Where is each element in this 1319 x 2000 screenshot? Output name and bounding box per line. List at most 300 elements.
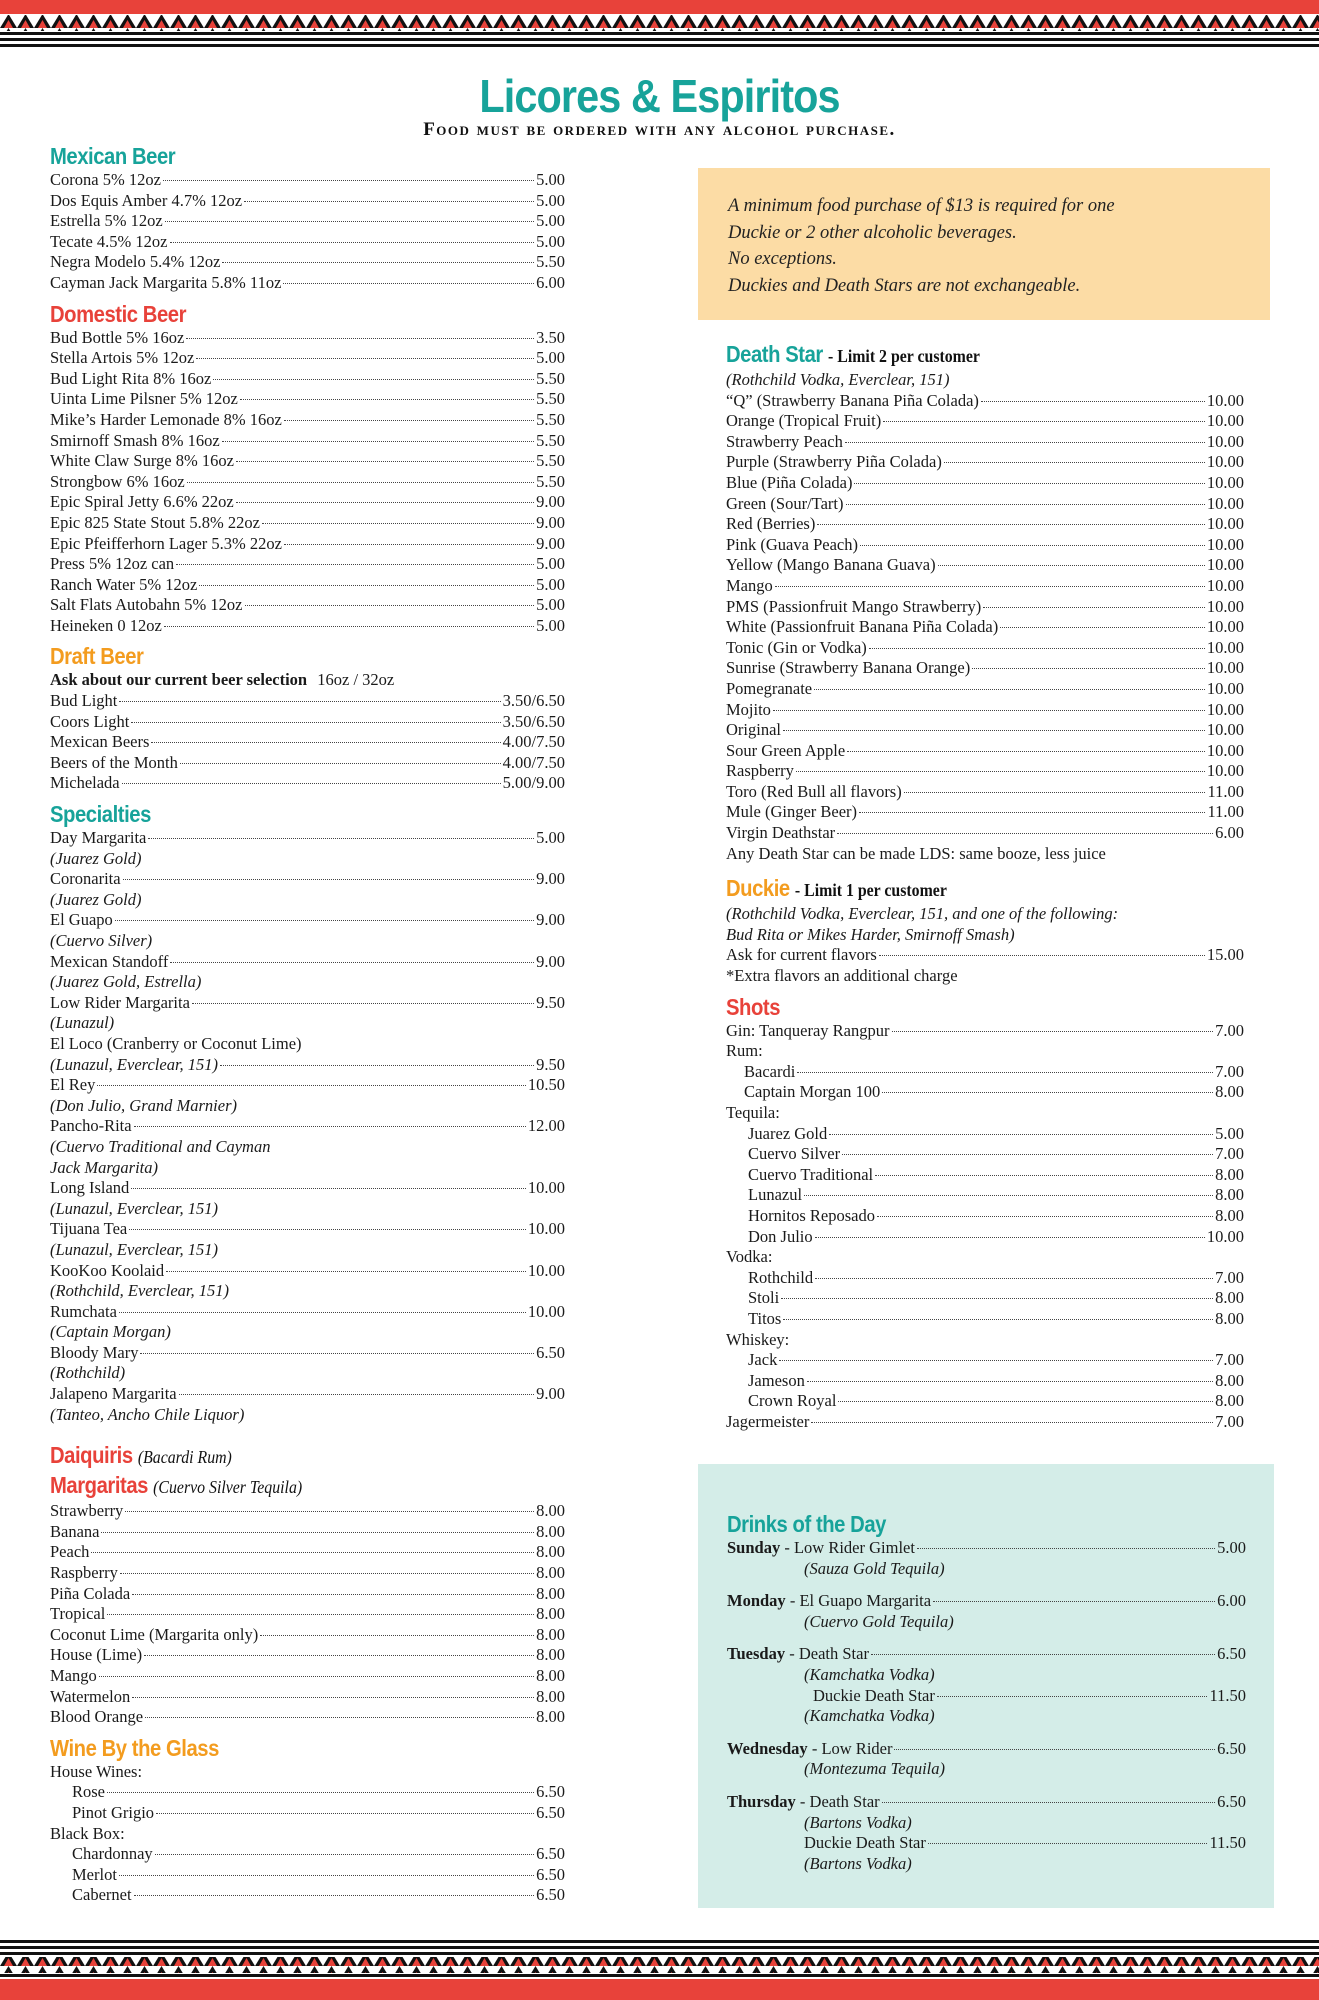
menu-item <box>50 232 565 253</box>
subgroup-label: Black Box: <box>50 1823 125 1843</box>
menu-item-price: 10.00 <box>1206 678 1244 698</box>
menu-item-name: Lunazul <box>748 1185 803 1205</box>
menu-item <box>50 869 565 890</box>
menu-item <box>726 638 1244 659</box>
menu-item-name: Tecate 4.5% 12oz <box>50 231 168 251</box>
menu-item-name: Tonic (Gin or Vodka) <box>726 637 867 657</box>
menu-item <box>50 1219 565 1240</box>
day-price: 11.50 <box>1209 1833 1246 1853</box>
section-heading: Death Star <box>726 341 823 367</box>
menu-item-name: Mexican Beers <box>50 732 150 752</box>
menu-item-name: Cuervo Traditional <box>748 1164 874 1184</box>
menu-item-price: 8.00 <box>536 1542 565 1562</box>
menu-list <box>50 170 565 294</box>
menu-item-price: 5.00 <box>536 231 565 251</box>
menu-item-name: Pinot Grigio <box>72 1802 155 1822</box>
menu-list <box>50 1782 565 1823</box>
menu-item <box>50 595 565 616</box>
day-thursday: Thursday - Death Star 6.50 (Bartons Vodka) Duckie Death Star 11.50 (Bartons Vodka) <box>727 1791 1246 1873</box>
menu-item <box>50 1075 565 1096</box>
drinks-of-the-day-box <box>698 1464 1274 1908</box>
menu-item-price: 10.00 <box>1206 637 1244 657</box>
menu-item-name: Crown Royal <box>748 1391 837 1411</box>
menu-item <box>50 451 565 472</box>
page-title: Licores & Espiritos <box>479 70 840 122</box>
menu-item-name: Sour Green Apple <box>726 740 846 760</box>
menu-item <box>50 575 565 596</box>
section-heading: Shots <box>726 993 781 1020</box>
menu-item <box>50 1261 565 1282</box>
menu-item <box>50 492 565 513</box>
menu-item-name: Day Margarita <box>50 828 147 848</box>
day-note: (Bartons Vodka) <box>804 1853 912 1873</box>
menu-item <box>50 1302 565 1323</box>
menu-item <box>726 782 1244 803</box>
notice-line: A minimum food purchase of $13 is required for one <box>728 196 1115 216</box>
menu-item-name: Bloody Mary <box>50 1342 139 1362</box>
section-heading: Draft Beer <box>50 643 144 670</box>
section-heading: Daiquiris <box>50 1442 133 1469</box>
menu-item-name: Chardonnay <box>72 1844 153 1864</box>
menu-item-name: Green (Sour/Tart) <box>726 493 844 513</box>
menu-item <box>50 328 565 349</box>
menu-item <box>726 720 1244 741</box>
menu-item-name: Dos Equis Amber 4.7% 12oz <box>50 190 243 210</box>
menu-item-price: 9.00 <box>536 512 565 532</box>
menu-item-price: 10.00 <box>1206 493 1244 513</box>
menu-item-price: 10.00 <box>1206 596 1244 616</box>
menu-item-name: Strongbow 6% 16oz <box>50 471 185 491</box>
section-limit: Limit 1 per customer <box>804 880 947 901</box>
menu-item-name: Virgin Deathstar <box>726 823 836 843</box>
menu-item-note: (Cuervo Traditional and Cayman <box>50 1136 271 1156</box>
menu-item <box>50 1116 565 1137</box>
menu-item-note: (Rothchild) <box>50 1363 126 1383</box>
menu-item-price: 5.50 <box>536 471 565 491</box>
menu-item-price: 10.00 <box>1206 740 1244 760</box>
menu-item <box>50 1542 565 1563</box>
menu-item-price: 6.50 <box>536 1844 565 1864</box>
menu-item <box>50 389 565 410</box>
menu-item-note: (Lunazul, Everclear, 151) <box>50 1054 219 1074</box>
menu-item-name: Rothchild <box>748 1267 814 1287</box>
menu-item-price: 3.50/6.50 <box>502 711 565 731</box>
menu-item <box>50 1563 565 1584</box>
menu-item-name: Jameson <box>748 1370 805 1390</box>
menu-item-name: Red (Berries) <box>726 514 816 534</box>
menu-item-price: 8.00 <box>1215 1185 1244 1205</box>
menu-item-price: 5.00 <box>536 574 565 594</box>
menu-item-price: 5.50 <box>536 252 565 272</box>
day-note: (Cuervo Gold Tequila) <box>804 1611 954 1631</box>
menu-item-price: 6.50 <box>536 1782 565 1802</box>
menu-item-name: Low Rider Margarita <box>50 992 190 1012</box>
menu-item-price: 8.00 <box>536 1686 565 1706</box>
menu-item <box>50 1645 565 1666</box>
menu-item-price: 6.00 <box>1215 823 1244 843</box>
daiquiris-margaritas-section <box>50 1441 565 1728</box>
notice-line: Duckie or 2 other alcoholic beverages. <box>728 222 1017 243</box>
menu-item <box>748 1350 1244 1371</box>
menu-item-price: 7.00 <box>1215 1267 1244 1287</box>
day-drink: Death Star <box>798 1644 869 1664</box>
menu-item-name: “Q” (Strawberry Banana Piña Colada) <box>726 390 979 410</box>
menu-item <box>72 1782 565 1803</box>
menu-item <box>50 211 565 232</box>
menu-item-note: (Lunazul) <box>50 1013 115 1033</box>
menu-item-price: 5.00 <box>536 170 565 189</box>
menu-item-name: White (Passionfruit Banana Piña Colada) <box>726 617 999 637</box>
menu-item <box>726 452 1244 473</box>
menu-item <box>726 679 1244 700</box>
menu-item-name: Bacardi <box>744 1061 796 1081</box>
menu-item-name: KooKoo Koolaid <box>50 1260 165 1280</box>
menu-item-price: 8.00 <box>536 1563 565 1583</box>
menu-list <box>726 1268 1244 1330</box>
menu-item-note: (Rothchild, Everclear, 151) <box>50 1281 230 1301</box>
menu-item <box>72 1844 565 1865</box>
menu-item-price: 10.00 <box>1206 514 1244 534</box>
menu-item-price: 9.50 <box>536 1054 565 1074</box>
menu-item-name: Bud Light Rita 8% 16oz <box>50 368 212 388</box>
menu-item-name: Original <box>726 720 781 740</box>
menu-item <box>50 534 565 555</box>
menu-item-price: 10.00 <box>527 1260 565 1280</box>
menu-item-name: Stoli <box>748 1288 780 1308</box>
menu-item-name: Jalapeno Margarita <box>50 1384 177 1404</box>
day-tuesday: Tuesday - Death Star 6.50 (Kamchatka Vodka) Duckie Death Star 11.50 (Kamchatka Vodka) <box>727 1644 1246 1726</box>
menu-item-price: 15.00 <box>1206 945 1244 965</box>
menu-item-name: Ranch Water 5% 12oz <box>50 574 198 594</box>
menu-item-price: 10.00 <box>1206 555 1244 575</box>
menu-item <box>50 773 565 794</box>
menu-item-price: 8.00 <box>536 1645 565 1665</box>
menu-item-name: House (Lime) <box>50 1645 143 1665</box>
duckie-section: Duckie - Limit 1 per customer (Rothchild Vodka, Everclear, 151, and one of the following: Bud Rita or Mikes Harder, Smirnoff Smash) Ask for current flavors 15.00 *Extra flavors an additional charge <box>726 875 1244 986</box>
menu-list <box>726 391 1244 844</box>
menu-item <box>744 1062 1244 1083</box>
menu-item-price: 7.00 <box>1215 1411 1244 1431</box>
menu-item <box>72 1865 565 1886</box>
menu-item-price: 3.50 <box>536 327 565 347</box>
day-drink: Death Star <box>809 1791 880 1811</box>
section-limit: Limit 2 per customer <box>837 346 980 366</box>
day-wednesday: Wednesday - Low Rider 6.50 (Montezuma Tequila) <box>727 1738 1246 1779</box>
menu-item-name: Titos <box>748 1308 782 1328</box>
menu-item-price: 5.00 <box>536 190 565 210</box>
menu-item-price: 7.00 <box>1215 1144 1244 1164</box>
menu-list <box>50 1501 565 1728</box>
menu-item-name: Long Island <box>50 1178 130 1198</box>
menu-item-price: 6.50 <box>536 1885 565 1905</box>
menu-item-name: Purple (Strawberry Piña Colada) <box>726 452 942 472</box>
menu-item <box>748 1124 1244 1145</box>
menu-item-price: 10.00 <box>1206 452 1244 472</box>
day-sunday: Sunday - Low Rider Gimlet 5.00 (Sauza Gold Tequila) <box>727 1538 1246 1578</box>
menu-item-price: 8.00 <box>536 1666 565 1685</box>
section-note: (Rothchild Vodka, Everclear, 151) <box>726 370 950 389</box>
menu-item-name: Tijuana Tea <box>50 1219 128 1239</box>
menu-item-price: 5.00 <box>536 211 565 231</box>
menu-item-price: 10.00 <box>1206 699 1244 719</box>
menu-item <box>726 555 1244 576</box>
menu-item <box>50 1687 565 1708</box>
menu-item <box>748 1371 1244 1392</box>
menu-item-name: Cuervo Silver <box>748 1144 841 1164</box>
menu-item-price: 8.00 <box>1215 1370 1244 1390</box>
menu-item <box>50 554 565 575</box>
menu-item-note: (Cuervo Silver) <box>50 931 153 950</box>
notice-line: No exceptions. <box>728 249 837 269</box>
section-heading: Drinks of the Day <box>727 1511 886 1537</box>
draft-intro: Ask about our current beer selection <box>50 670 308 690</box>
menu-item-price: 10.50 <box>527 1075 565 1095</box>
menu-item-name: Captain Morgan 100 <box>744 1082 881 1102</box>
menu-item <box>50 170 565 191</box>
day-label: Wednesday <box>727 1738 808 1758</box>
menu-item <box>50 828 565 849</box>
menu-item-price: 8.00 <box>536 1583 565 1603</box>
menu-item-name: Blood Orange <box>50 1707 144 1727</box>
menu-item-name: Michelada <box>50 773 120 793</box>
draft-beer-section <box>50 642 565 794</box>
section-note: (Cuervo Silver Tequila) <box>153 1477 303 1498</box>
menu-item-price: 9.00 <box>536 869 565 889</box>
section-heading: Duckie <box>726 875 790 902</box>
menu-item-name: Negra Modelo 5.4% 12oz <box>50 252 221 272</box>
menu-item-price: 5.00 <box>536 348 565 368</box>
menu-item-price: 5.00 <box>1215 1123 1244 1143</box>
menu-item-price: 11.00 <box>1207 781 1244 801</box>
section-heading: Specialties <box>50 801 151 828</box>
day-note: (Kamchatka Vodka) <box>804 1664 935 1684</box>
menu-item <box>50 369 565 390</box>
menu-item <box>726 432 1244 453</box>
menu-item-price: 10.00 <box>1206 617 1244 637</box>
menu-item <box>726 802 1244 823</box>
menu-item-name: Press 5% 12oz can <box>50 554 175 574</box>
menu-item-price: 10.00 <box>1206 411 1244 431</box>
menu-item <box>726 411 1244 432</box>
menu-item-price: 11.00 <box>1207 802 1244 822</box>
day-label: Thursday <box>727 1791 796 1811</box>
day-note: (Kamchatka Vodka) <box>804 1706 935 1726</box>
subgroup-label: Tequila: <box>726 1103 780 1122</box>
menu-item-price: 10.00 <box>1206 658 1244 678</box>
menu-item <box>726 700 1244 721</box>
subgroup-label: Rum: <box>726 1041 763 1061</box>
menu-item-price: 10.00 <box>1206 431 1244 451</box>
menu-item <box>50 1707 565 1728</box>
menu-item <box>50 616 565 637</box>
menu-item <box>50 472 565 493</box>
day-note: (Bartons Vodka) <box>804 1812 912 1832</box>
menu-item-note: (Tanteo, Ancho Chile Liquor) <box>50 1404 245 1424</box>
left-column <box>50 142 565 1906</box>
menu-item-name: Yellow (Mango Banana Guava) <box>726 555 936 575</box>
menu-item <box>726 823 1244 844</box>
menu-item-name: Strawberry <box>50 1501 124 1521</box>
section-heading: Mexican Beer <box>50 143 176 169</box>
menu-item-name: Smirnoff Smash 8% 16oz <box>50 430 220 450</box>
menu-item-price: 8.00 <box>536 1707 565 1727</box>
menu-item-price: 8.00 <box>536 1521 565 1541</box>
menu-item-price: 8.00 <box>1215 1164 1244 1184</box>
menu-item-name: Merlot <box>72 1864 117 1884</box>
menu-item-name: Watermelon <box>50 1686 131 1706</box>
menu-item-price: 5.00 <box>536 595 565 615</box>
menu-item-name: Piña Colada <box>50 1583 131 1603</box>
menu-item-price: 5.50 <box>536 409 565 429</box>
menu-list <box>726 1350 1244 1412</box>
menu-item-name: Epic Spiral Jetty 6.6% 22oz <box>50 492 234 512</box>
day-monday: Monday - El Guapo Margarita 6.00 (Cuervo Gold Tequila) <box>727 1591 1246 1631</box>
menu-item <box>726 576 1244 597</box>
menu-list <box>726 1062 1244 1103</box>
menu-item-price: 4.00/7.50 <box>502 732 565 752</box>
day-label: Sunday <box>727 1538 781 1557</box>
draft-sizes: 16oz / 32oz <box>317 670 395 690</box>
menu-item-name: Blue (Piña Colada) <box>726 472 853 492</box>
menu-item <box>748 1268 1244 1289</box>
menu-item <box>726 1412 1244 1433</box>
menu-item-price: 10.00 <box>1206 575 1244 595</box>
menu-item-name: Strawberry Peach <box>726 431 843 451</box>
section-note: (Bacardi Rum) <box>137 1447 232 1468</box>
menu-item-price: 10.00 <box>1206 761 1244 781</box>
menu-item-note: (Juarez Gold) <box>50 889 142 909</box>
menu-item-price: 7.00 <box>1215 1350 1244 1370</box>
menu-item-note: (Don Julio, Grand Marnier) <box>50 1095 237 1115</box>
menu-item <box>50 910 565 931</box>
menu-item-price: 5.00 <box>536 554 565 574</box>
death-star-section: Death Star - Limit 2 per customer (Rothchild Vodka, Everclear, 151) “Q” (Strawberry Banana Piña Colada) 10.00 Orange (Tropical Fruit) 10.00 Strawberry Peach 10.00 Purple (Strawberry Piña Colada) 10.00 Blue (Piña Colada) 10.00 Green (Sour/Tart) 10.00 Red (Berries) 10.00 Pink (Guava Peach) 10.00 Yellow (Mango Banana Guava) 10.00 Mango 10.00 PMS (Passionfruit Mango Strawberry) 10.00 White (Passionfruit Banana Piña Colada) 10.00 Tonic (Gin or Vodka) 10.00 Sunrise (Strawberry Banana Orange) 10.00 Pomegranate 10.00 Mojito 10.00 Original 10.00 Sour Green Apple 10.00 Raspberry 10.00 Toro (Red Bull all flavors) 11.00 Mule (Ginger Beer) 11.00 Virgin Deathstar 6.00 Any Death Star can be made LDS: same booze, less juice <box>726 341 1244 863</box>
menu-item-price: 7.00 <box>1215 1020 1244 1040</box>
menu-item <box>748 1165 1244 1186</box>
notice-line: Duckies and Death Stars are not exchangeable. <box>728 275 1081 296</box>
menu-item <box>50 513 565 534</box>
menu-item <box>50 993 565 1014</box>
menu-item-price: 10.00 <box>1206 472 1244 492</box>
day-label: Tuesday <box>727 1644 786 1664</box>
menu-item <box>748 1309 1244 1330</box>
menu-item <box>50 1384 565 1405</box>
menu-item-name: El Rey <box>50 1075 96 1095</box>
subgroup-label: House Wines: <box>50 1761 143 1781</box>
menu-item-price: 9.00 <box>536 492 565 512</box>
menu-item <box>50 1625 565 1646</box>
menu-list <box>726 1124 1244 1248</box>
menu-item-note: (Lunazul, Everclear, 151) <box>50 1239 219 1259</box>
menu-item-name: Heineken 0 12oz <box>50 615 162 635</box>
menu-item-name: Mexican Standoff <box>50 951 169 971</box>
menu-item-price: 9.00 <box>536 951 565 971</box>
menu-item <box>748 1206 1244 1227</box>
menu-item-name: Jagermeister <box>726 1411 810 1431</box>
day-price: 5.00 <box>1217 1538 1246 1557</box>
menu-item-name: Coconut Lime (Margarita only) <box>50 1624 259 1644</box>
menu-item-name: Bud Light <box>50 691 118 711</box>
menu-item-note: (Juarez Gold) <box>50 848 142 868</box>
menu-item-price: 10.00 <box>527 1178 565 1198</box>
menu-list <box>50 328 565 637</box>
menu-item-price: 8.00 <box>1215 1308 1244 1328</box>
menu-item <box>50 1501 565 1522</box>
menu-item-price: 10.00 <box>527 1219 565 1239</box>
menu-item-price: 9.00 <box>536 533 565 553</box>
section-note: Bud Rita or Mikes Harder, Smirnoff Smash) <box>726 924 1015 944</box>
day-drink: Duckie Death Star <box>813 1685 935 1705</box>
subgroup-label: Whiskey: <box>726 1329 790 1349</box>
menu-item-name: Stella Artois 5% 12oz <box>50 348 195 368</box>
menu-item-price: 9.00 <box>536 1384 565 1404</box>
menu-item-name: Banana <box>50 1521 100 1541</box>
menu-item-name: Juarez Gold <box>748 1123 828 1143</box>
menu-item-name: Epic Pfeifferhorn Lager 5.3% 22oz <box>50 533 282 553</box>
menu-item-name: Rumchata <box>50 1301 117 1321</box>
day-price: 6.00 <box>1217 1591 1246 1611</box>
menu-item <box>726 945 1244 966</box>
menu-item <box>50 753 565 774</box>
menu-item-price: 6.00 <box>536 272 565 292</box>
subgroup-label: Vodka: <box>726 1247 773 1267</box>
menu-item <box>726 597 1244 618</box>
menu-item-price: 8.00 <box>1215 1205 1244 1225</box>
menu-item-name: Corona 5% 12oz <box>50 170 161 189</box>
menu-list <box>50 691 565 794</box>
mexican-beer-section <box>50 142 565 294</box>
menu-item <box>50 1178 565 1199</box>
menu-item-name: Epic 825 State Stout 5.8% 22oz <box>50 512 260 532</box>
section-heading: Wine By the Glass <box>50 1734 219 1761</box>
menu-item-note: Jack Margarita) <box>50 1157 158 1177</box>
menu-item-name: Rose <box>72 1782 105 1802</box>
menu-item-name: Mango <box>50 1666 97 1685</box>
menu-item <box>50 273 565 294</box>
menu-item <box>50 191 565 212</box>
menu-item <box>50 691 565 712</box>
day-drink: Low Rider <box>821 1738 893 1758</box>
menu-item-price: 8.00 <box>1215 1391 1244 1411</box>
menu-item-price: 10.00 <box>1206 720 1244 740</box>
menu-item-name: Coronarita <box>50 869 121 889</box>
menu-item-name: Tropical <box>50 1604 106 1624</box>
menu-item-name: White Claw Surge 8% 16oz <box>50 451 234 471</box>
menu-item <box>726 494 1244 515</box>
menu-item <box>726 535 1244 556</box>
menu-item-name: Toro (Red Bull all flavors) <box>726 781 902 801</box>
day-note: (Sauza Gold Tequila) <box>804 1558 945 1578</box>
menu-item-name: El Guapo <box>50 910 113 930</box>
page-subtitle: Food must be ordered with any alcohol purchase. <box>423 119 896 140</box>
bottom-border-pattern <box>0 1938 1319 2000</box>
menu-item-price: 6.50 <box>536 1802 565 1822</box>
menu-list <box>50 1844 565 1906</box>
menu-item-name: Cayman Jack Margarita 5.8% 11oz <box>50 272 282 292</box>
menu-item <box>726 391 1244 412</box>
menu-item-name: Mule (Ginger Beer) <box>726 802 858 822</box>
menu-item-name: Beers of the Month <box>50 752 178 772</box>
menu-item-price: 6.50 <box>536 1342 565 1362</box>
menu-item-price: 5.00 <box>536 828 565 848</box>
menu-item <box>726 514 1244 535</box>
menu-item-price: 4.00/7.50 <box>502 752 565 772</box>
menu-item-name: Pancho-Rita <box>50 1116 132 1136</box>
menu-item <box>50 1055 565 1076</box>
menu-item-price: 5.00 <box>536 615 565 635</box>
menu-item <box>726 741 1244 762</box>
menu-item-name: Salt Flats Autobahn 5% 12oz <box>50 595 243 615</box>
